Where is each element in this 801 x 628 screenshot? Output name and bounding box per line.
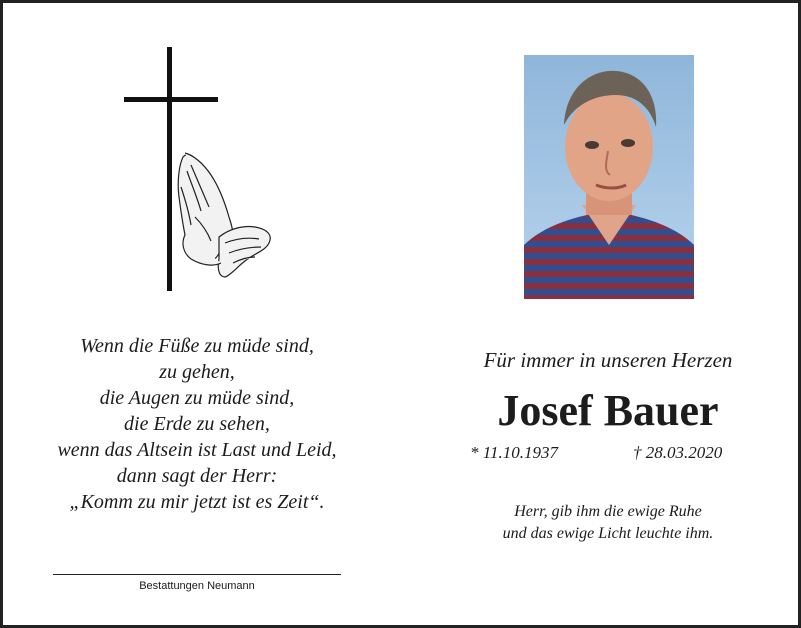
prayer: [433, 501, 783, 545]
poem-line: zu gehen,: [159, 361, 235, 383]
poem-line: dann sagt der Herr:: [116, 465, 278, 487]
poem-line: Wenn die Füße zu müde sind,: [80, 335, 314, 357]
praying-hands-icon: [178, 153, 270, 277]
poem-line: wenn das Altsein ist Last und Leid,: [57, 439, 337, 461]
cross-icon: [121, 47, 276, 292]
deceased-photo: [524, 55, 694, 299]
birth-date: * 11.10.1937: [470, 443, 558, 462]
poem-line: die Augen zu müde sind,: [99, 387, 295, 409]
poem-line: die Erde zu sehen,: [124, 413, 270, 435]
death-date: † 28.03.2020: [633, 443, 723, 462]
divider-line: [53, 574, 341, 575]
prayer-line: und das ewige Licht leuchte ihm.: [502, 525, 714, 542]
poem: [25, 333, 369, 515]
poem-line: „Komm zu mir jetzt ist es Zeit“.: [69, 491, 325, 513]
prayer-line: Herr, gib ihm die ewige Ruhe: [514, 503, 702, 520]
funeral-home-name: Bestattungen Neumann: [139, 580, 255, 592]
cross-and-hands: [121, 47, 276, 292]
deceased-name: Josef Bauer: [497, 386, 719, 435]
memorial-subtitle: Für immer in unseren Herzen: [483, 348, 733, 372]
